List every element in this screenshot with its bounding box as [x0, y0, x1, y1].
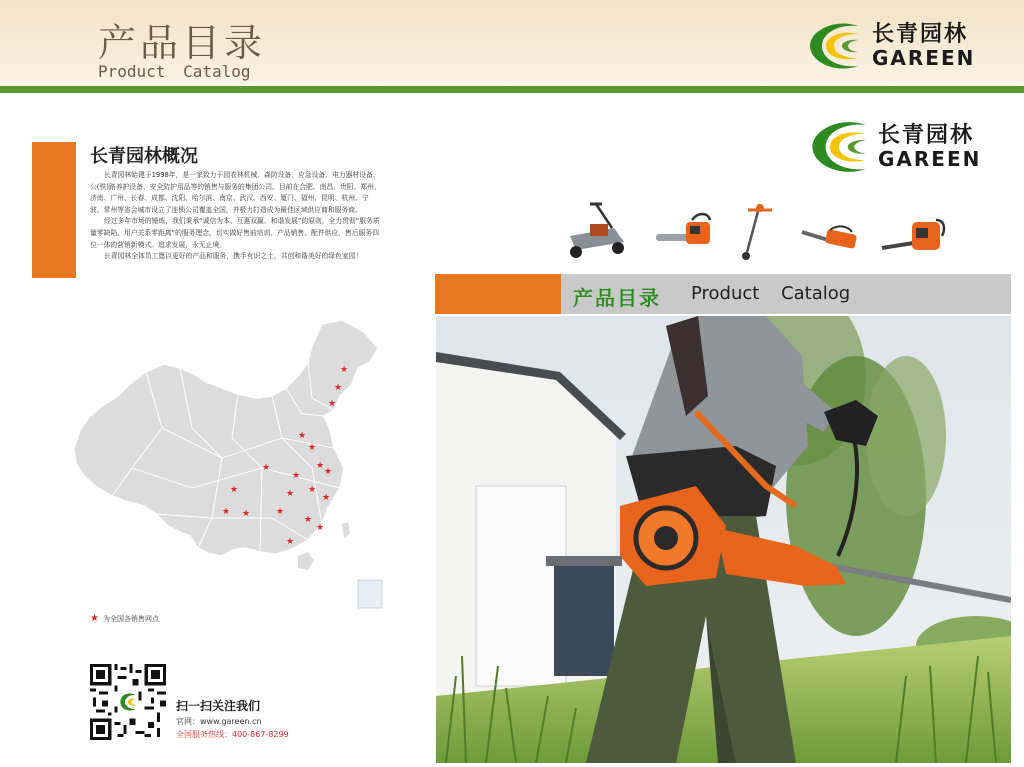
hotline-label: 全国服务热线：: [176, 730, 232, 739]
gareen-swoosh-icon: [808, 118, 872, 176]
south-sea-inset: [358, 580, 382, 608]
sales-point-star: ★: [308, 443, 317, 453]
gareen-swoosh-icon: [806, 20, 864, 72]
scan-title: 扫一扫关注我们: [176, 699, 261, 713]
sales-point-star: ★: [230, 485, 239, 495]
china-map-graphic: [72, 318, 384, 610]
catalog-title-en: Product Catalog: [691, 283, 851, 304]
brand-logo-header: [806, 20, 975, 72]
leaf-blower-icon: [882, 220, 944, 250]
sales-point-star: ★: [316, 461, 325, 471]
catalog-title-cn: 产品目录: [573, 286, 661, 310]
sales-point-star: ★: [222, 507, 231, 517]
sales-point-star: ★: [298, 431, 307, 441]
divider-bar: [0, 86, 1024, 93]
sales-point-star: ★: [324, 467, 333, 477]
website-line: [176, 716, 261, 727]
sales-point-star: ★: [308, 485, 317, 495]
lawn-mower-icon: [570, 204, 624, 258]
logo-text-cn: 长青园林: [878, 123, 975, 148]
sales-point-star: ★: [328, 399, 337, 409]
catalog-title-bar: [435, 274, 1011, 314]
sales-point-star: ★: [286, 489, 295, 499]
map-hainan: [298, 552, 314, 570]
sales-point-star: ★: [242, 509, 251, 519]
product-strip: [560, 198, 960, 262]
chainsaw-icon: [656, 214, 710, 244]
hotline-number[interactable]: 400-867-8299: [232, 730, 289, 739]
legend-label: 为全国各销售网点: [102, 614, 159, 623]
cover-photo: [436, 316, 1011, 763]
map-legend: [90, 613, 159, 624]
china-sales-map: [72, 318, 384, 610]
hedge-trimmer-icon: [802, 226, 857, 249]
hotline-line: [176, 729, 289, 740]
about-heading: 长青园林概况: [90, 146, 198, 167]
about-text: [90, 170, 382, 263]
about-paragraph: 长青园林始建于1998年，是一家致力于园农林机械、森防设备、应急设备、电力器材设备、公(铁)路养护设备、安全防护用品等的销售与服务的集团公司。目前在合肥、南昌、贵阳、郑州、济南、广州、长春、成都、沈阳、哈尔滨、南京、武汉、西安、厦门、福州、昆明、杭州、宁波、常州等省会城市设立了连锁公司覆盖全国，并极力打造成为最佳区域供应商和服务商。: [90, 171, 381, 214]
sales-point-star: ★: [262, 463, 271, 473]
accent-block: [32, 142, 76, 278]
brush-cutter-icon: [742, 204, 772, 260]
brand-logo-cover: [808, 118, 981, 176]
sales-point-star: ★: [276, 507, 285, 517]
map-taiwan: [342, 522, 350, 538]
sales-point-star: ★: [334, 383, 343, 393]
sales-point-star: ★: [340, 365, 349, 375]
website-label: 官网：: [176, 717, 200, 726]
website-link[interactable]: www.gareen.cn: [200, 717, 262, 726]
logo-text-cn: 长青园林: [872, 22, 969, 47]
banner-title-cn: 产品目录: [98, 21, 267, 65]
sales-point-star: ★: [322, 493, 331, 503]
logo-text-en: GAREEN: [872, 46, 976, 70]
sales-point-star: ★: [292, 471, 301, 481]
catalog-accent: [435, 274, 561, 314]
about-paragraph: 长青园林全体员工愿以更好的产品和服务，携手有识之士，共创和谐美好的绿色家园！: [104, 252, 363, 261]
sales-point-star: ★: [316, 523, 325, 533]
about-paragraph: 经过多年市场的锤炼，我们秉承“诚信为本、互惠双赢、和谐发展”的原则，全力贯彻“服务质量零缺陷、用户关系零距离”的服务理念，切实做好售前培训、产品销售、配件供应、售后服务四位一体的营销新模式。追求发展，永无止境。: [90, 217, 380, 249]
logo-text-en: GAREEN: [878, 147, 982, 171]
banner-title-en: Product Catalog: [98, 62, 251, 81]
star-icon: ★: [90, 613, 99, 624]
sales-point-star: ★: [304, 515, 313, 525]
sales-point-star: ★: [286, 537, 295, 547]
map-mainland: [74, 320, 378, 556]
qr-code[interactable]: [90, 664, 166, 740]
